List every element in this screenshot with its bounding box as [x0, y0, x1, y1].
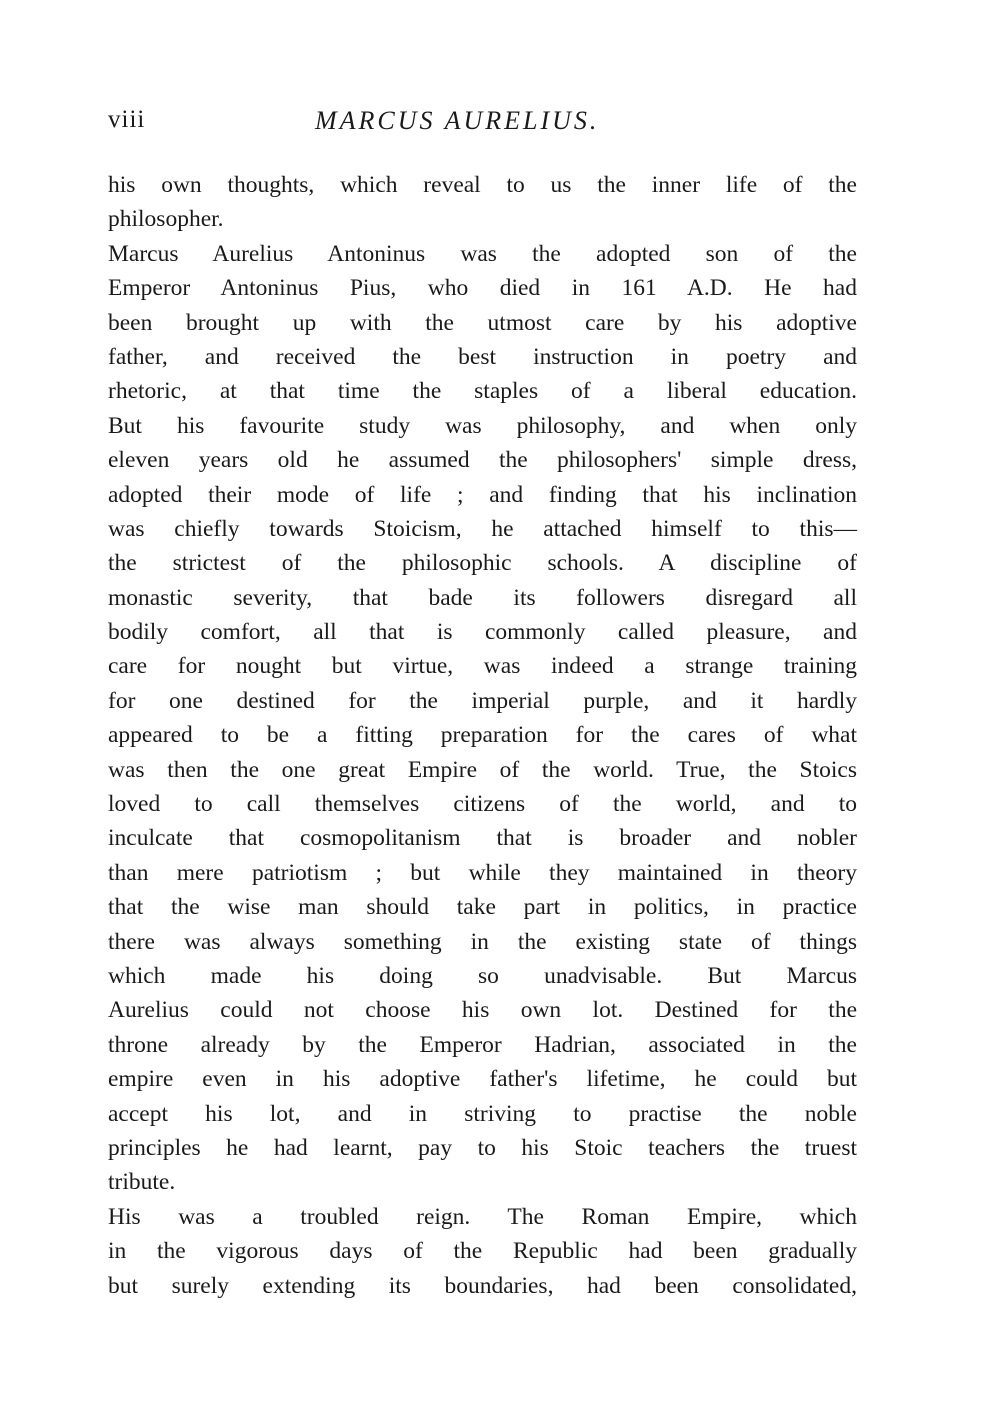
text-line: But his favourite study was philosophy, and when only — [108, 412, 857, 439]
text-line: monastic severity, that bade its followers disregard all — [108, 584, 857, 611]
paragraph — [108, 1200, 857, 1303]
text-line: his own thoughts, which reveal to us the inner life of the — [108, 172, 857, 198]
text-line: which made his doing so unadvisable. But Marcus — [108, 962, 857, 989]
text-line: than mere patriotism ; but while they maintained in theory — [108, 859, 857, 886]
text-line: eleven years old he assumed the philosophers' simple dress, — [108, 447, 857, 474]
page-number: viii — [108, 106, 146, 133]
text-line: Marcus Aurelius Antoninus was the adopted son of the — [108, 240, 857, 267]
text-line: empire even in his adoptive father's lifetime, he could but — [108, 1066, 857, 1093]
text-line: throne already by the Emperor Hadrian, associated in the — [108, 1031, 857, 1058]
paragraph — [108, 168, 857, 237]
text-line: inculcate that cosmopolitanism that is broader and nobler — [108, 825, 857, 852]
text-line: care for nought but virtue, was indeed a strange training — [108, 653, 857, 680]
text-line: tribute. — [108, 1169, 176, 1196]
text-line: bodily comfort, all that is commonly called pleasure, and — [108, 619, 857, 646]
page-header — [108, 106, 858, 146]
running-title: MARCUS AURELIUS. — [315, 106, 600, 135]
text-line: Aurelius could not choose his own lot. Destined for the — [108, 997, 857, 1024]
paragraph — [108, 237, 857, 1200]
text-line: been brought up with the utmost care by his adoptive — [108, 309, 857, 336]
text-line: appeared to be a fitting preparation for the cares of what — [108, 722, 857, 749]
text-line: rhetoric, at that time the staples of a liberal education. — [108, 378, 857, 405]
text-line: the strictest of the philosophic schools. A discipline of — [108, 550, 857, 577]
text-line: principles he had learnt, pay to his Stoic teachers the truest — [108, 1134, 857, 1161]
text-line: for one destined for the imperial purple, and it hardly — [108, 687, 857, 714]
text-line: philosopher. — [108, 206, 224, 233]
text-line: was then the one great Empire of the world. True, the Stoics — [108, 756, 857, 783]
text-line: was chiefly towards Stoicism, he attached himself to this— — [108, 515, 857, 542]
text-line: in the vigorous days of the Republic had been gradually — [108, 1238, 857, 1265]
text-line: but surely extending its boundaries, had been consolidated, — [108, 1272, 857, 1299]
text-line: that the wise man should take part in politics, in practice — [108, 894, 857, 921]
text-line: father, and received the best instruction in poetry and — [108, 343, 857, 370]
text-line: adopted their mode of life ; and finding that his inclination — [108, 481, 857, 508]
text-line: Emperor Antoninus Pius, who died in 161 A.D. He had — [108, 275, 857, 302]
text-line: His was a troubled reign. The Roman Empire, which — [108, 1203, 857, 1230]
page-body — [108, 168, 857, 1303]
text-line: accept his lot, and in striving to practise the noble — [108, 1100, 857, 1127]
text-line: loved to call themselves citizens of the world, and to — [108, 791, 857, 818]
text-line: there was always something in the existing state of things — [108, 928, 857, 955]
